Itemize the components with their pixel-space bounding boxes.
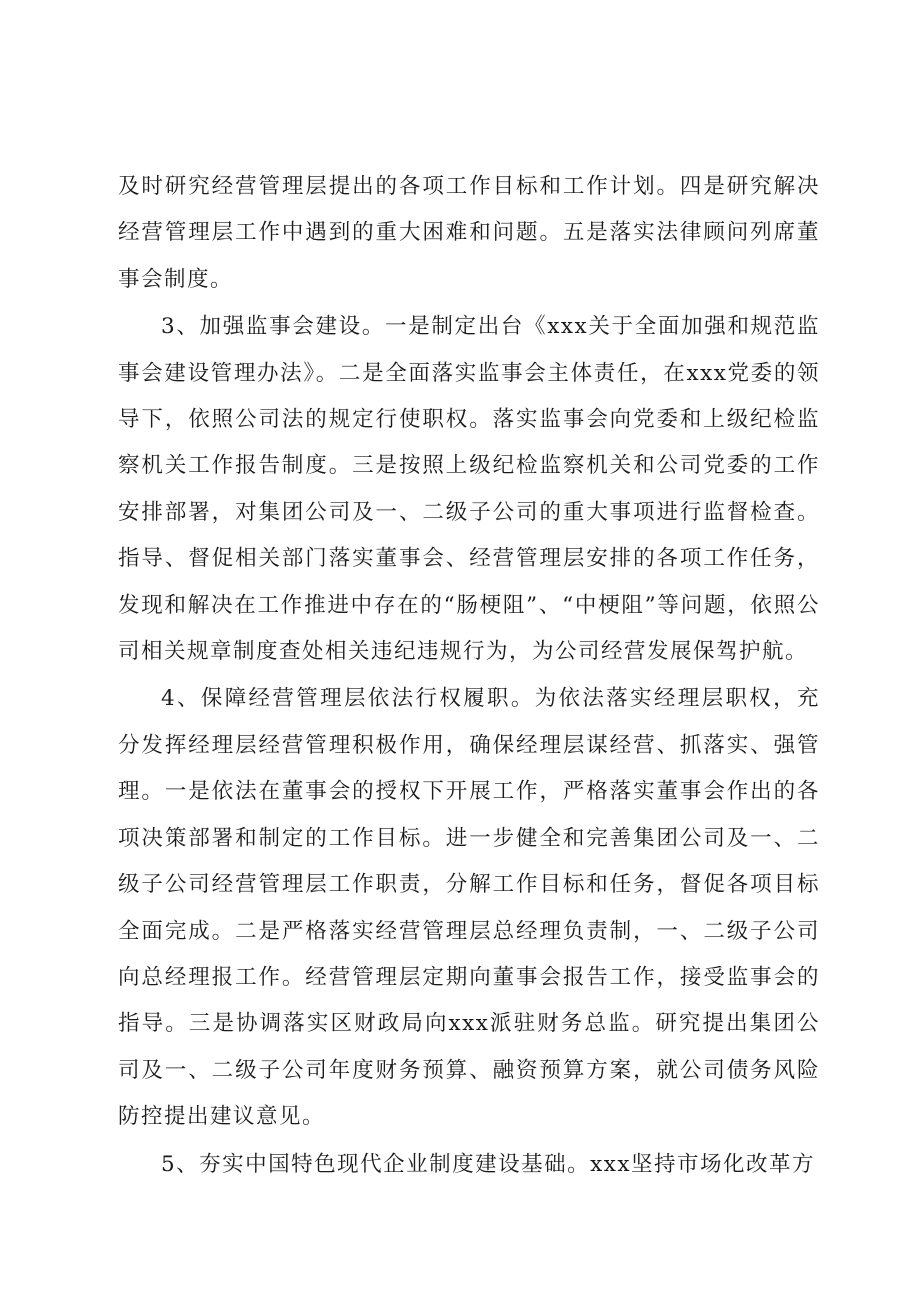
paragraph-item-3: 3、加强监事会建设。一是制定出台《xxx关于全面加强和规范监事会建设管理办法》。二是全面落实监事会主体责任，在xxx党委的领导下，依照公司法的规定行使职权。落实监事会向党委和上级纪检监察机关工作报告制度。三是按照上级纪检监察机关和公司党委的工作安排部署，对集团公司及一、二级子公司的重大事项进行监督检查。指导、督促相关部门落实董事会、经营管理层安排的各项工作任务，发现和解决在工作推进中存在的“肠梗阻”、“中梗阻”等问题，依照公司相关规章制度查处相关违纪违规行为，为公司经营发展保驾护航。	[118, 314, 820, 665]
paragraph-item-4: 4、保障经营管理层依法行权履职。为依法落实经理层职权，充分发挥经理层经营管理积极作用，确保经理层谋经营、抓落实、强管理。一是依法在董事会的授权下开展工作，严格落实董事会作出的各项决策部署和制定的工作目标。进一步健全和完善集团公司及一、二级子公司经营管理层工作职责，分解工作目标和任务，督促各项目标全面完成。二是严格落实经营管理层总经理负责制，一、二级子公司向总经理报工作。经营管理层定期向董事会报告工作，接受监事会的指导。三是协调落实区财政局向xxx派驻财务总监。研究提出集团公司及一、二级子公司年度财务预算、融资预算方案，就公司债务风险防控提出建议意见。	[118, 686, 820, 1130]
document-body	[118, 164, 820, 1189]
paragraph-item-5: 5、夯实中国特色现代企业制度建设基础。xxx坚持市场化改革方	[161, 1151, 816, 1177]
paragraph-continuation: 及时研究经营管理层提出的各项工作目标和工作计划。四是研究解决经营管理层工作中遇到的重大困难和问题。五是落实法律顾问列席董事会制度。	[118, 174, 820, 292]
